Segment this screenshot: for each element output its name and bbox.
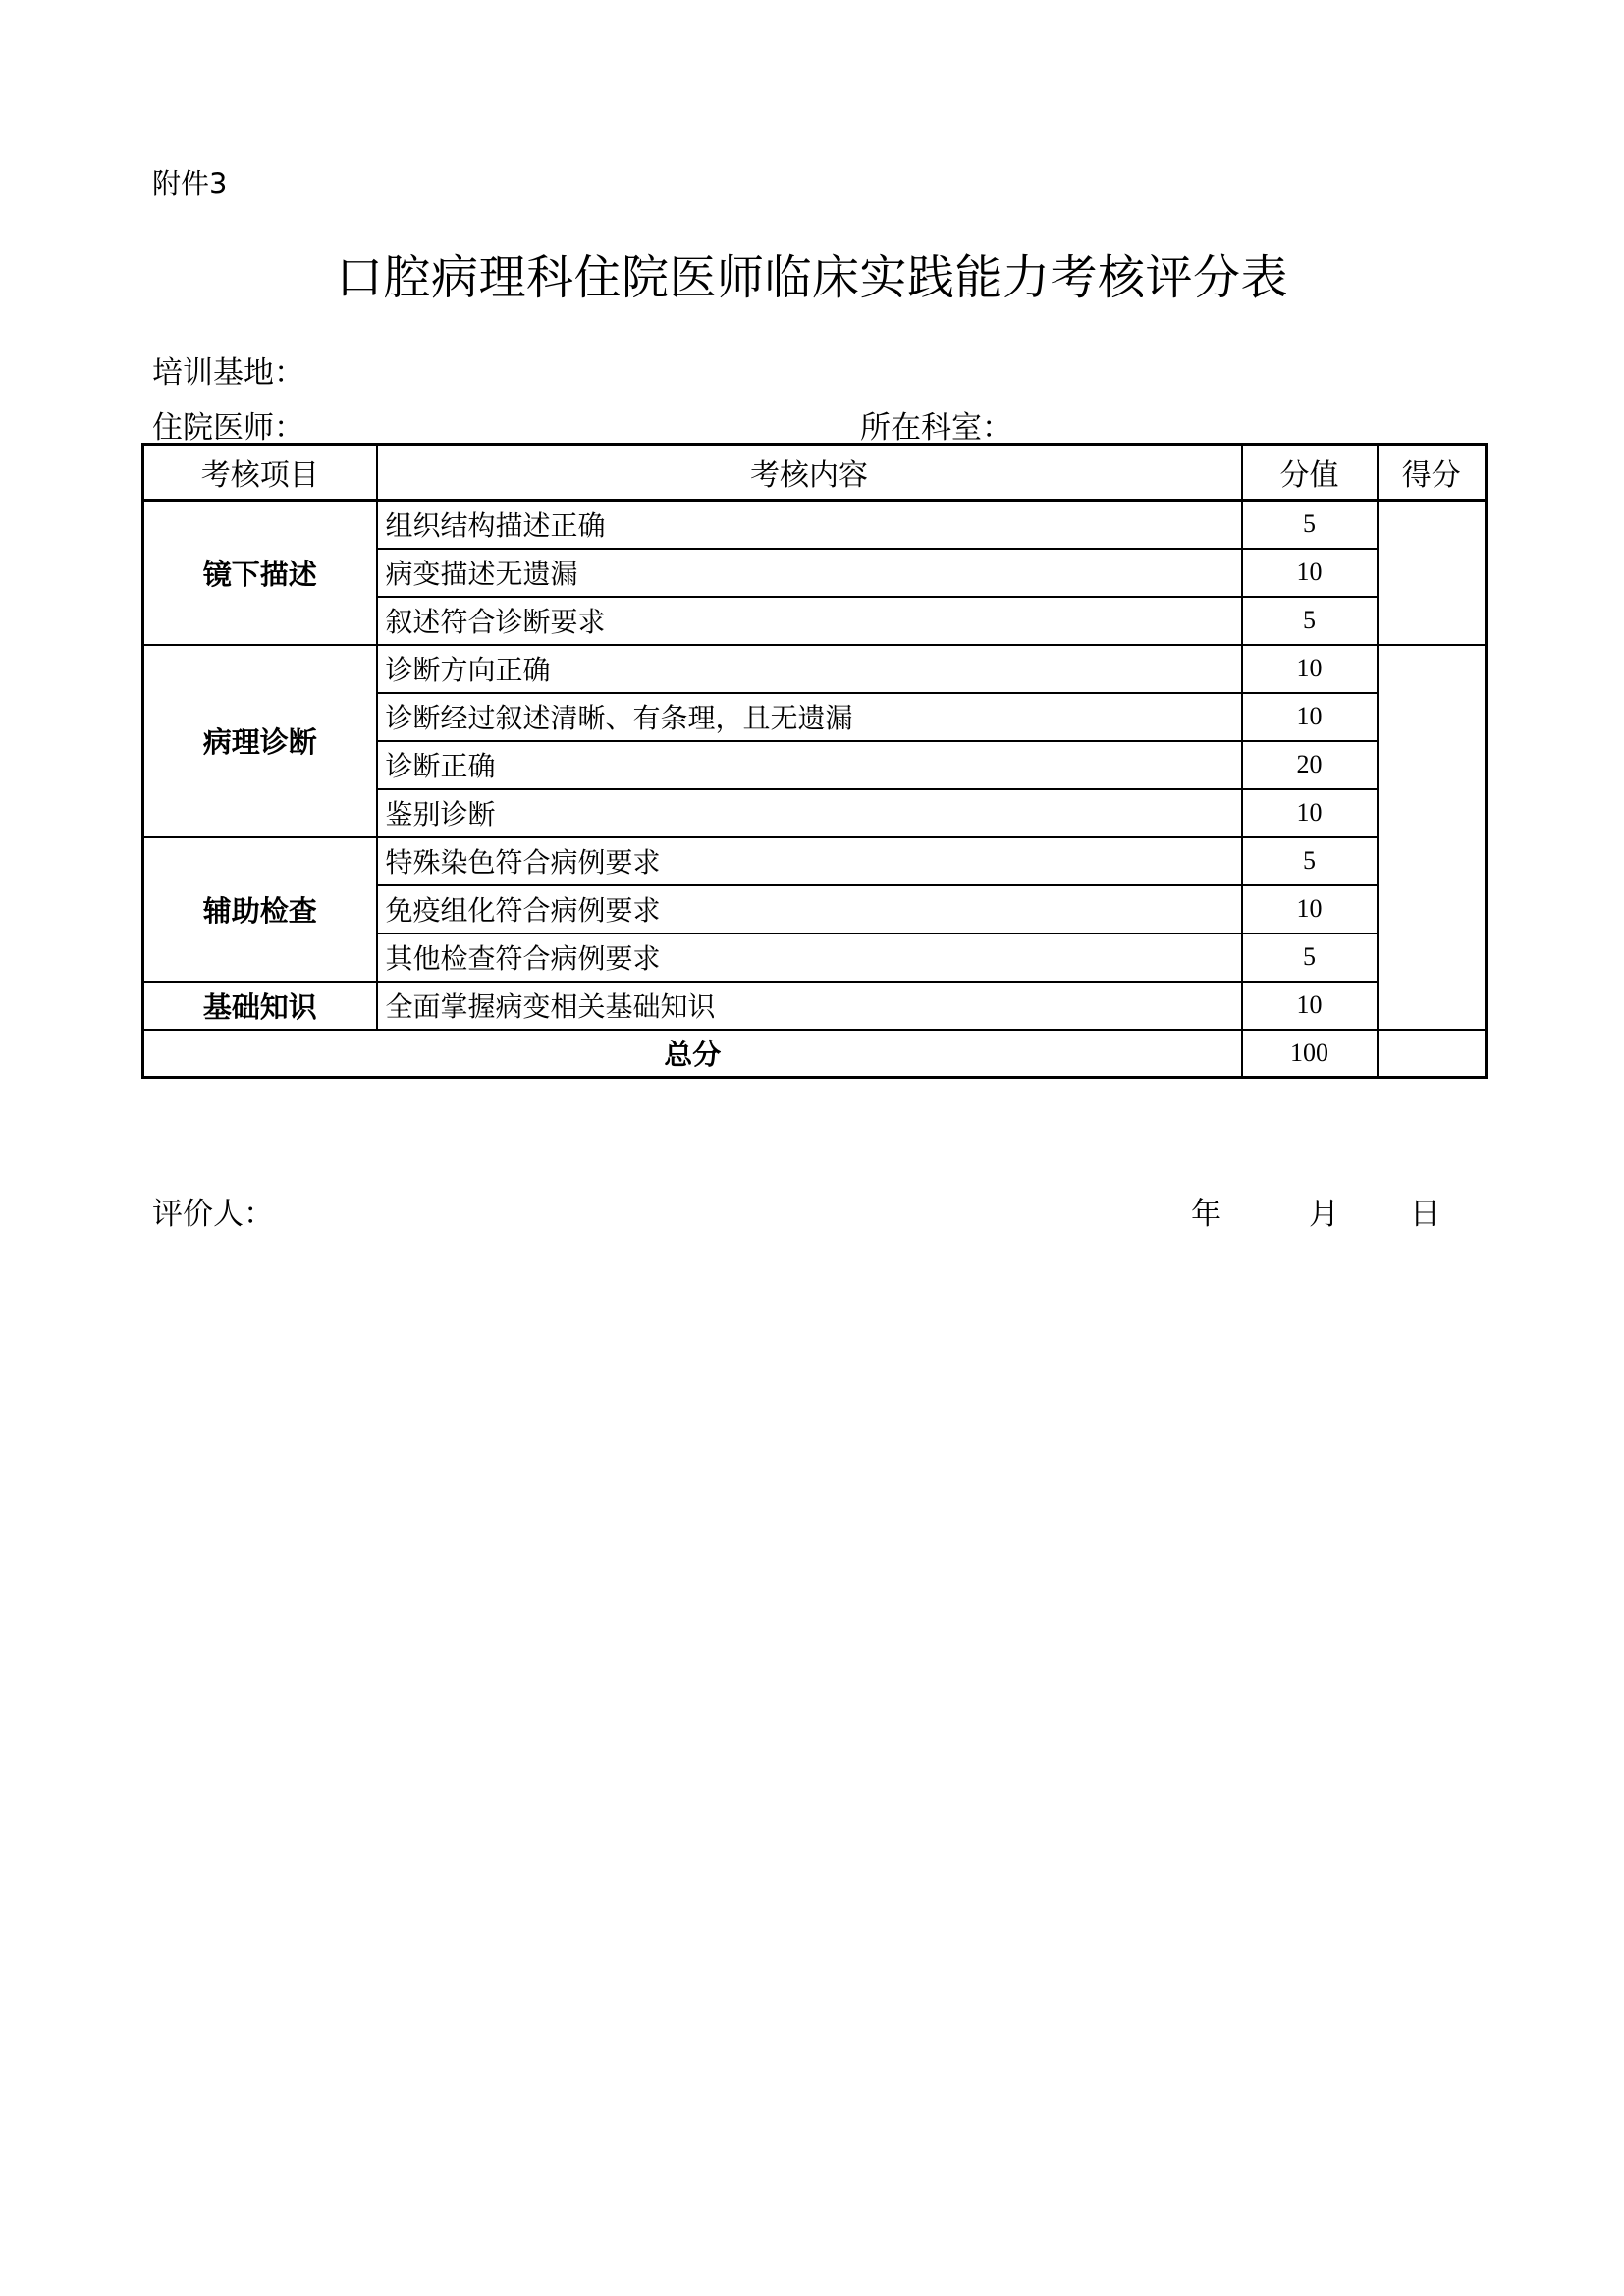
content-cell: 叙述符合诊断要求 (377, 597, 1242, 645)
value-cell: 5 (1242, 934, 1378, 982)
training-base-label: 培训基地： (152, 355, 304, 391)
category-cell: 病理诊断 (143, 645, 377, 837)
table-row (143, 501, 1487, 549)
table-row (143, 837, 1487, 885)
value-cell: 20 (1242, 741, 1378, 789)
value-cell: 10 (1242, 549, 1378, 597)
content-cell: 其他检查符合病例要求 (377, 934, 1242, 982)
score-table (141, 443, 1488, 1079)
header-item: 考核项目 (143, 445, 377, 501)
value-cell: 10 (1242, 789, 1378, 837)
category-cell: 辅助检查 (143, 837, 377, 982)
total-row (143, 1030, 1487, 1078)
year-label: 年 (1191, 1197, 1221, 1232)
value-cell: 5 (1242, 597, 1378, 645)
header-score: 得分 (1378, 445, 1487, 501)
value-cell: 10 (1242, 645, 1378, 693)
content-cell: 鉴别诊断 (377, 789, 1242, 837)
department-label: 所在科室： (860, 410, 1012, 446)
content-cell: 病变描述无遗漏 (377, 549, 1242, 597)
category-cell: 基础知识 (143, 982, 377, 1030)
content-cell: 全面掌握病变相关基础知识 (377, 982, 1242, 1030)
content-cell: 诊断正确 (377, 741, 1242, 789)
value-cell: 10 (1242, 693, 1378, 741)
value-cell: 10 (1242, 885, 1378, 934)
content-cell: 特殊染色符合病例要求 (377, 837, 1242, 885)
total-score-cell[interactable] (1378, 1030, 1487, 1078)
content-cell: 诊断方向正确 (377, 645, 1242, 693)
value-cell: 5 (1242, 501, 1378, 549)
content-cell: 组织结构描述正确 (377, 501, 1242, 549)
value-cell: 5 (1242, 837, 1378, 885)
total-value: 100 (1242, 1030, 1378, 1078)
score-cell[interactable] (1378, 501, 1487, 645)
score-cell[interactable] (1378, 645, 1487, 1030)
table-row (143, 982, 1487, 1030)
content-cell: 免疫组化符合病例要求 (377, 885, 1242, 934)
header-value: 分值 (1242, 445, 1378, 501)
evaluator-label: 评价人： (152, 1197, 274, 1232)
page-title: 口腔病理科住院医师临床实践能力考核评分表 (335, 250, 1288, 305)
table-row (143, 645, 1487, 693)
attachment-label: 附件3 (152, 167, 228, 200)
content-cell: 诊断经过叙述清晰、有条理，且无遗漏 (377, 693, 1242, 741)
table-header-row (143, 445, 1487, 501)
header-content: 考核内容 (377, 445, 1242, 501)
score-table-body (143, 445, 1487, 1078)
value-cell: 10 (1242, 982, 1378, 1030)
day-label: 日 (1410, 1197, 1440, 1232)
total-label: 总分 (143, 1030, 1242, 1078)
category-cell: 镜下描述 (143, 501, 377, 645)
resident-label: 住院医师： (152, 410, 304, 446)
month-label: 月 (1309, 1197, 1339, 1232)
